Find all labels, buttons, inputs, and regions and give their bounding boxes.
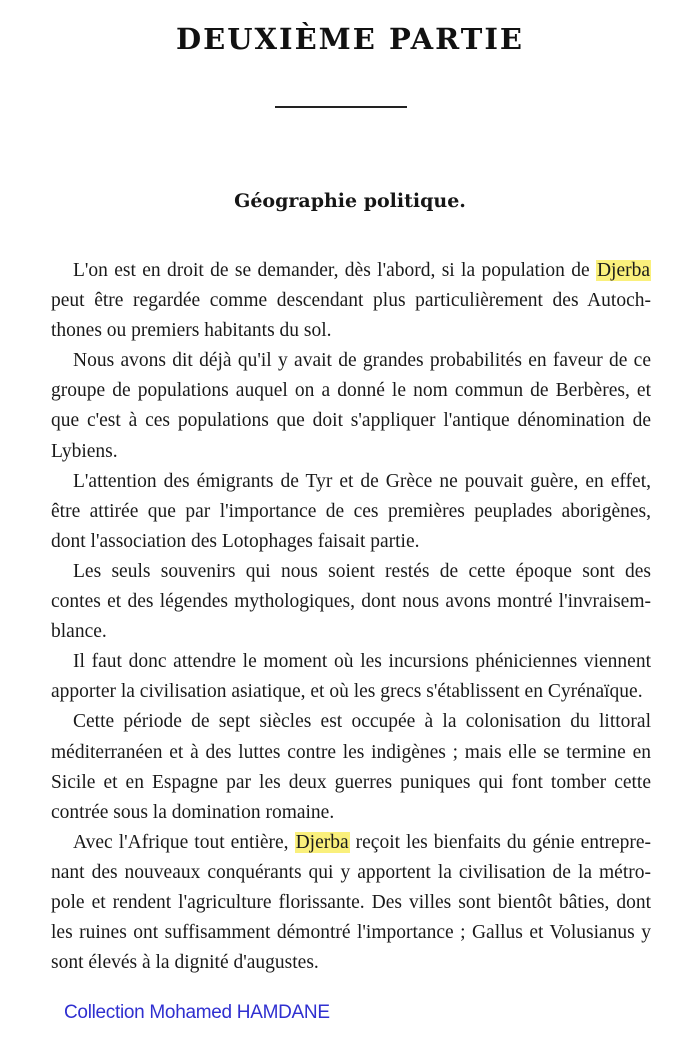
text-segment: Sicile et en Espagne par les deux guerres puniques qui font tomber cette: [51, 771, 651, 793]
paragraph: [29, 346, 651, 466]
highlighted-term: Djerba: [596, 260, 650, 281]
text-line: [29, 888, 651, 918]
text-line: [29, 677, 651, 707]
text-line: [29, 948, 651, 978]
text-line: [29, 858, 651, 888]
text-segment: Il faut donc attendre le moment où les incursions phéniciennes viennent: [73, 651, 651, 673]
text-line: [29, 467, 651, 497]
text-line: [29, 798, 651, 828]
text-segment: L'on est en droit de se demander, dès l'abord, si la population de: [73, 260, 596, 281]
text-segment: Les seuls souvenirs qui nous soient restés de cette époque sont des: [73, 560, 651, 582]
text-line: [29, 256, 651, 286]
text-segment: apporter la civilisation asiatique, et où les grecs s'établissent en Cyrénaïque.: [51, 681, 643, 703]
paragraph: [29, 707, 651, 827]
text-line: [29, 828, 651, 858]
paragraph: [29, 467, 651, 557]
text-line: [29, 406, 651, 436]
text-line: [29, 527, 651, 557]
text-segment: reçoit les bienfaits du génie entrepre-: [349, 831, 651, 853]
text-segment: contes et des légendes mythologiques, dont nous avons montré l'invraisem-: [51, 591, 651, 613]
paragraph: [29, 256, 651, 346]
body-text: [29, 256, 651, 978]
text-segment: Lybiens.: [51, 440, 118, 462]
text-segment: Cette période de sept siècles est occupée à la colonisation du littoral: [73, 711, 651, 733]
paragraph: [29, 647, 651, 707]
text-segment: les ruines ont suffisamment démontré l'importance ; Gallus et Volusianus y: [51, 922, 651, 944]
text-segment: nant des nouveaux conquérants qui y apportent la civilisation de la métro-: [51, 861, 651, 883]
paragraph: [29, 557, 651, 647]
highlighted-term: Djerba: [295, 831, 349, 853]
text-segment: pole et rendent l'agriculture florissante. Des villes sont bientôt bâties, dont: [51, 891, 651, 913]
part-title: DEUXIÈME PARTIE: [175, 22, 525, 56]
text-line: [29, 316, 651, 346]
text-line: [29, 376, 651, 406]
text-segment: groupe de populations auquel on a donné le nom commun de Berbères, et: [51, 380, 651, 402]
text-line: [29, 587, 651, 617]
text-line: [29, 738, 651, 768]
text-line: [29, 557, 651, 587]
title-divider-rule: [275, 106, 407, 108]
text-segment: L'attention des émigrants de Tyr et de Grèce ne pouvait guère, en effet,: [73, 470, 651, 492]
text-line: [29, 707, 651, 737]
text-line: [29, 346, 651, 376]
text-segment: blance.: [51, 621, 107, 643]
section-title: Géographie politique.: [234, 190, 466, 212]
text-segment: Nous avons dit déjà qu'il y avait de grandes probabilités en faveur de ce: [73, 350, 651, 372]
text-line: [29, 768, 651, 798]
text-line: [29, 918, 651, 948]
text-segment: dont l'association des Lotophages faisait partie.: [51, 530, 420, 552]
text-segment: méditerranéen et à des luttes contre les indigènes ; mais elle se termine en: [51, 741, 651, 763]
paragraph: [29, 828, 651, 978]
text-segment: thones ou premiers habitants du sol.: [51, 320, 332, 342]
text-segment: que c'est à ces populations que doit s'appliquer l'antique dénomination de: [51, 410, 651, 432]
collection-credit: Collection Mohamed HAMDANE: [64, 1002, 330, 1023]
text-segment: Avec l'Afrique tout entière,: [73, 831, 295, 853]
text-line: [29, 617, 651, 647]
text-line: [29, 647, 651, 677]
text-segment: sont élevés à la dignité d'augustes.: [51, 952, 319, 974]
text-line: [29, 437, 651, 467]
text-line: [29, 286, 651, 316]
text-segment: peut être regardée comme descendant plus particulièrement des Autoch-: [51, 290, 651, 312]
text-segment: contrée sous la domination romaine.: [51, 801, 335, 823]
text-line: [29, 497, 651, 527]
text-segment: être attirée que par l'importance de ces premières peuplades aborigènes,: [51, 500, 651, 522]
